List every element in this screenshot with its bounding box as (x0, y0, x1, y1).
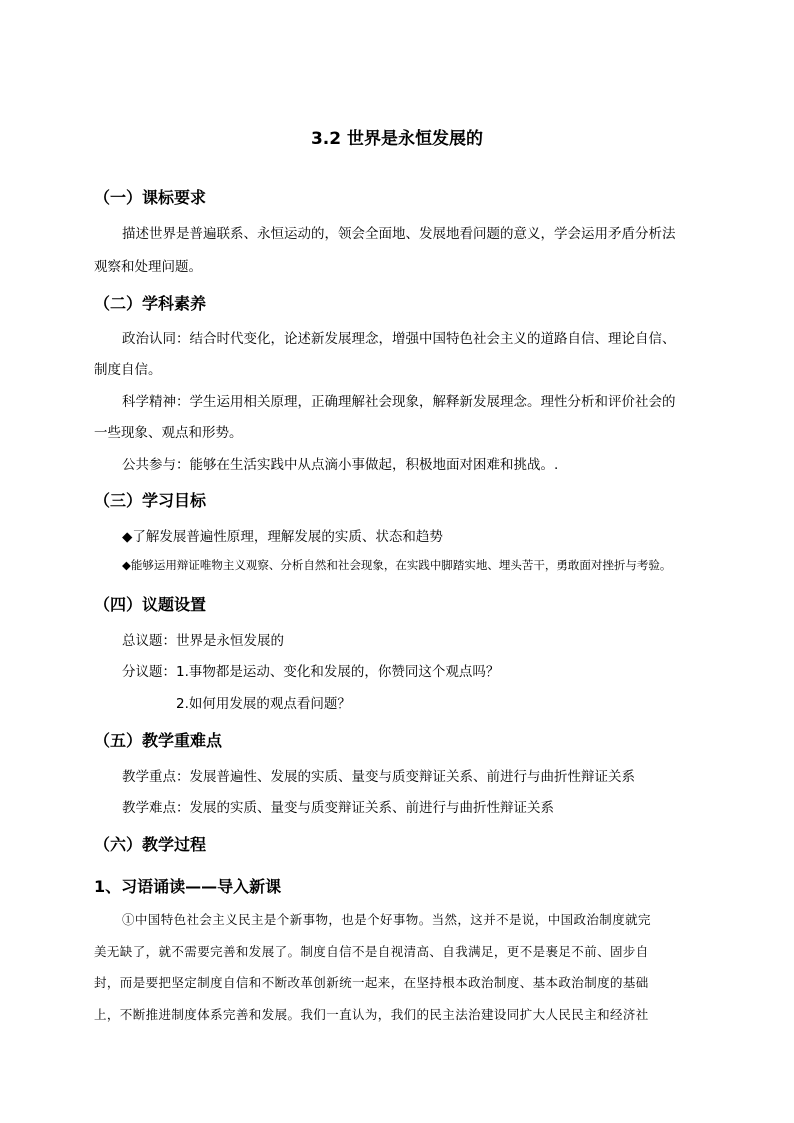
paragraph-line: 公共参与：能够在生活实践中从点滴小事做起，积极地面对困难和挑战。. (122, 457, 559, 473)
paragraph-line: 观察和处理问题。 (94, 259, 202, 275)
section-heading-curriculum: （一）课标要求 (94, 188, 207, 207)
paragraph-line: 2.如何用发展的观点看问题？ (176, 696, 351, 712)
section-heading-literacy: （二）学科素养 (94, 294, 207, 313)
quote-line: 上，不断推进制度体系完善和发展。我们一直认为，我们的民主法治建设同扩大人民民主和经济社 (94, 1007, 649, 1022)
paragraph-line: 科学精神：学生运用相关原理，正确理解社会现象，解释新发展理念。理性分析和评价社会的 (122, 394, 676, 410)
paragraph-line: 政治认同：结合时代变化，论述新发展理念，增强中国特色社会主义的道路自信、理论自信、 (122, 331, 676, 347)
quote-line: ①中国特色社会主义民主是个新事物，也是个好事物。当然，这并不是说，中国政治制度就完 (122, 912, 651, 927)
paragraph-line: 描述世界是普遍联系、永恒运动的，领会全面地、发展地看问题的意义，学会运用矛盾分析法 (122, 226, 676, 242)
quote-line: 美无缺了，就不需要完善和发展了。制度自信不是自视清高、自我满足，更不是裹足不前、固步自 (94, 944, 649, 959)
paragraph-line: 教学难点：发展的实质、量变与质变辩证关系、前进行与曲折性辩证关系 (122, 800, 554, 816)
section-heading-intro: 1、习语诵读——导入新课 (94, 877, 282, 896)
paragraph-line: 分议题：1.事物都是运动、变化和发展的，你赞同这个观点吗？ (122, 664, 500, 680)
paragraph-line: 教学重点：发展普遍性、发展的实质、量变与质变辩证关系、前进行与曲折性辩证关系 (122, 769, 635, 785)
section-heading-topics: （四）议题设置 (94, 595, 207, 614)
section-heading-objectives: （三）学习目标 (94, 491, 207, 510)
objective-item: ◆能够运用辩证唯物主义观察、分析自然和社会现象，在实践中脚踏实地、埋头苦干，勇敢面对挫折与考验。 (122, 558, 672, 572)
section-heading-key-points: （五）教学重难点 (94, 731, 223, 750)
page-title: 3.2 世界是永恒发展的 (310, 129, 484, 149)
paragraph-line: 制度自信。 (94, 362, 162, 378)
objective-item: ◆了解发展普遍性原理，理解发展的实质、状态和趋势 (122, 529, 443, 545)
paragraph-line: 总议题：世界是永恒发展的 (122, 633, 284, 649)
section-heading-process: （六）教学过程 (94, 835, 207, 854)
paragraph-line: 一些现象、观点和形势。 (94, 425, 243, 441)
quote-line: 封，而是要把坚定制度自信和不断改革创新统一起来，在坚持根本政治制度、基本政治制度的基础 (94, 975, 649, 990)
